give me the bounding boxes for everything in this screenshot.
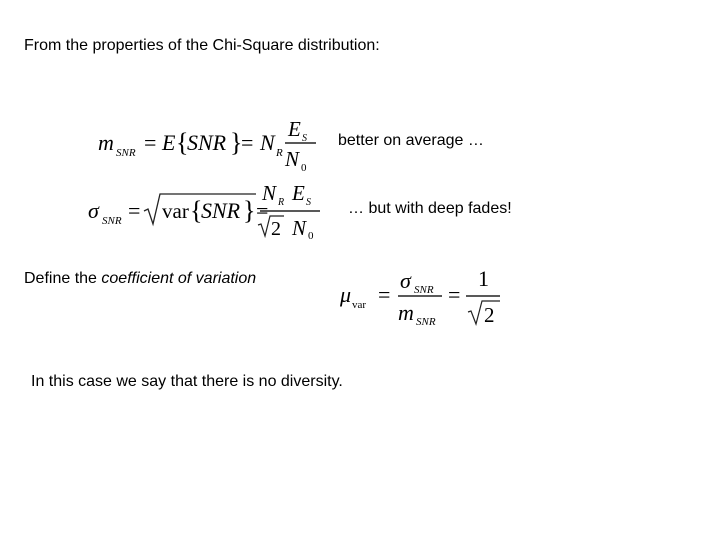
eq-operator: = bbox=[256, 198, 269, 223]
eq-brace: } bbox=[230, 128, 243, 157]
eq-subscript: SNR bbox=[416, 316, 436, 328]
eq-operator: = bbox=[378, 282, 391, 307]
eq-symbol: E bbox=[288, 117, 301, 141]
eq-subscript: SNR bbox=[102, 215, 122, 227]
define-prefix: Define the bbox=[24, 270, 102, 287]
note-better-on-average: better on average … bbox=[338, 132, 484, 149]
eq-operator: = bbox=[128, 198, 141, 223]
eq-symbol: μ bbox=[340, 282, 352, 307]
mean-snr-equation bbox=[96, 116, 336, 174]
eq-subscript: S bbox=[306, 197, 311, 208]
eq-brace: { bbox=[176, 128, 189, 157]
eq-symbol: N bbox=[262, 181, 277, 205]
eq-symbol: 2 bbox=[271, 218, 281, 240]
eq-symbol: m bbox=[398, 300, 414, 325]
cov-equation bbox=[338, 262, 508, 332]
conclusion: In this case we say that there is no diversity. bbox=[31, 373, 343, 390]
eq-operator: = bbox=[448, 282, 461, 307]
eq-subscript: R bbox=[276, 147, 283, 159]
eq-symbol: σ bbox=[88, 198, 99, 223]
eq-brace: { bbox=[190, 196, 203, 225]
eq-symbol: SNR bbox=[201, 198, 241, 223]
define-line bbox=[24, 269, 256, 289]
eq-symbol: 2 bbox=[484, 303, 495, 327]
eq-symbol: σ bbox=[400, 268, 411, 293]
eq-subscript: var bbox=[352, 299, 367, 311]
eq-symbol: N bbox=[260, 130, 275, 155]
eq-subscript: 0 bbox=[301, 162, 307, 174]
eq-subscript: SNR bbox=[414, 284, 434, 296]
eq-subscript: S bbox=[302, 133, 307, 144]
eq-symbol: 1 bbox=[478, 266, 489, 291]
eq-brace: } bbox=[243, 196, 256, 225]
std-snr-equation bbox=[86, 180, 336, 242]
eq-symbol: N bbox=[285, 147, 300, 171]
eq-operator: = bbox=[144, 130, 157, 155]
eq-symbol: E bbox=[292, 181, 305, 205]
eq-subscript: SNR bbox=[116, 147, 136, 159]
heading: From the properties of the Chi-Square distribution: bbox=[24, 37, 380, 54]
eq-symbol: var bbox=[162, 199, 189, 223]
define-term: coefficient of variation bbox=[101, 270, 257, 287]
note-deep-fades: … but with deep fades! bbox=[348, 200, 512, 217]
eq-symbol: m bbox=[98, 130, 114, 155]
eq-operator: = bbox=[241, 130, 254, 155]
eq-symbol: SNR bbox=[187, 130, 227, 155]
eq-subscript: R bbox=[278, 197, 285, 208]
eq-symbol: N bbox=[292, 216, 307, 240]
eq-symbol: E bbox=[162, 130, 176, 155]
eq-subscript: 0 bbox=[308, 230, 314, 242]
